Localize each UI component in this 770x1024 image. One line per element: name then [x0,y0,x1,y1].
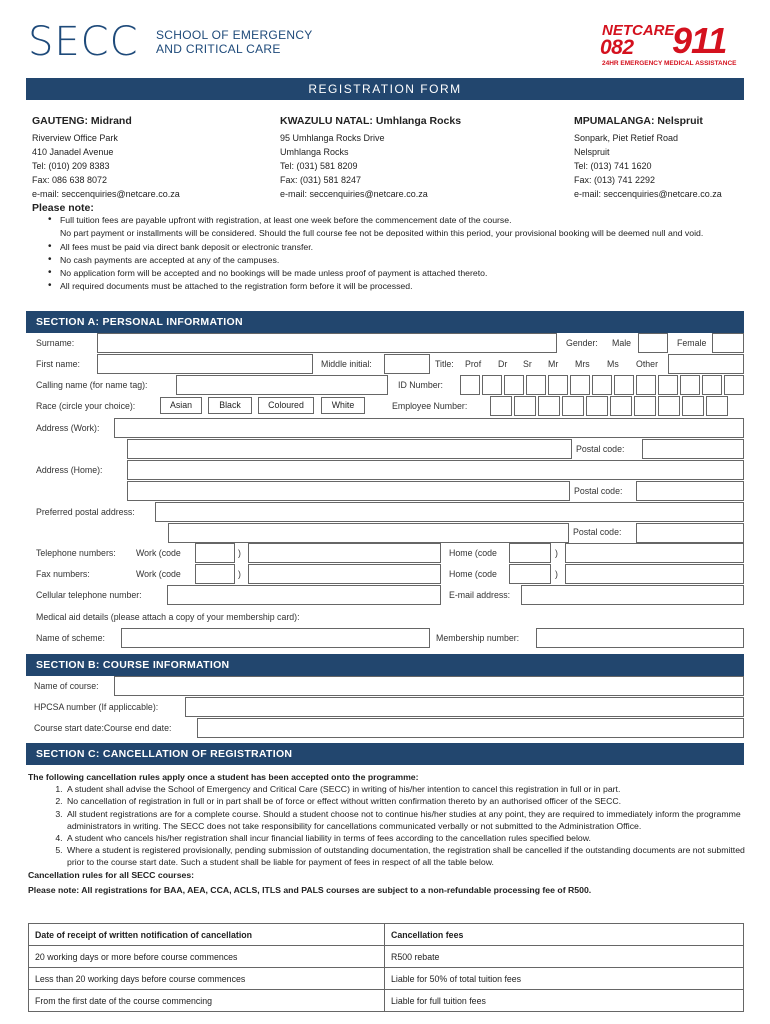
office-line: Sonpark, Piet Retief Road [574,133,679,143]
id-digit-box[interactable] [460,375,480,395]
cancellation-rule: 3. All student registrations are for a complete course. Should a student choose not to continue his/her studies at any point, they are required to immediately inform the programme administrators in writing. The SECC does not take responsibility for cancellations communicated verbally or not submitted to the Administration Office. [65,808,746,832]
race-option-asian[interactable]: Asian [160,397,202,414]
office-line: Tel: (031) 581 8209 [280,161,358,171]
home-code-label: Home (code [449,569,497,579]
home-postal-code-field[interactable] [636,481,744,501]
tel-home-code-field[interactable] [509,543,551,563]
race-option-black[interactable]: Black [208,397,252,414]
fax-home-number-field[interactable] [565,564,744,584]
work-postal-code-field[interactable] [642,439,744,459]
employee-digit-box[interactable] [586,396,608,416]
table-cell: Liable for 50% of total tuition fees [385,968,744,990]
middle-initial-label: Middle initial: [321,359,372,369]
id-digit-box[interactable] [548,375,568,395]
note-item: No part payment or installments will be considered. Should the full course fee not be deposited within this period, your provisional booking will be deemed null and void. [60,228,704,239]
note-item: • All required documents must be attached to the registration form before it will be processed. [48,280,748,293]
employee-digit-box[interactable] [634,396,656,416]
office-title: KWAZULU NATAL: Umhlanga Rocks [280,115,462,127]
calling-name-label: Calling name (for name tag): [36,380,148,390]
id-digit-box[interactable] [526,375,546,395]
table-row [29,946,744,968]
cellular-field[interactable] [167,585,441,605]
netcare-tagline: 24HR EMERGENCY MEDICAL ASSISTANCE [602,60,737,67]
id-digit-box[interactable] [724,375,744,395]
preferred-postal-code-field[interactable] [636,523,744,543]
fax-work-code-field[interactable] [195,564,235,584]
id-digit-box[interactable] [680,375,700,395]
note-item: • No cash payments are accepted at any of the campuses. [48,254,748,267]
id-digit-box[interactable] [636,375,656,395]
table-header-cell: Date of receipt of written notification of cancellation [29,924,385,946]
please-note-list [48,214,748,294]
first-name-label: First name: [36,359,80,369]
medical-aid-label: Medical aid details (please attach a copy of your membership card): [36,612,300,622]
course-dates-field[interactable] [197,718,744,738]
cancellation-intro: The following cancellation rules apply once a student has been accepted onto the programme: [28,772,419,782]
race-label: Race (circle your choice): [36,401,136,411]
cancellation-rule: 2. No cancellation of registration in full or in part shall be of force or effect without written confirmation thereto by an authorised officer of the SECC. [65,795,746,807]
calling-name-field[interactable] [176,375,388,395]
netcare-number: 082 [600,36,634,59]
course-name-label: Name of course: [34,681,99,691]
office-title: GAUTENG: Midrand [32,115,132,127]
cancellation-rule: 4. A student who cancels his/her registration shall incur financial liability in terms of fees according to the cancellation rules specified below. [65,832,746,844]
id-digit-box[interactable] [570,375,590,395]
address-home-line-1[interactable] [127,460,744,480]
logo-sub-line-1: SCHOOL OF EMERGENCY [156,28,313,42]
employee-digit-box[interactable] [706,396,728,416]
postal-code-label: Postal code: [574,486,623,496]
paren-close: ) [238,569,241,579]
gender-female-label: Female [677,338,707,348]
postal-code-label: Postal code: [576,444,625,454]
paren-close: ) [555,569,558,579]
title-option[interactable]: Mr [548,359,559,369]
office-line: Umhlanga Rocks [280,147,349,157]
id-digit-box[interactable] [614,375,634,395]
race-option-coloured[interactable]: Coloured [258,397,314,414]
title-other-field[interactable] [668,354,744,374]
title-option[interactable]: Sr [523,359,532,369]
office-gauteng [32,115,180,201]
gender-female-checkbox[interactable] [712,333,744,353]
cancellation-text [28,771,746,896]
tel-work-code-field[interactable] [195,543,235,563]
office-mpumalanga [574,115,722,201]
tel-work-number-field[interactable] [248,543,441,563]
secc-logo: SECC [28,19,139,65]
hpcsa-field[interactable] [185,697,744,717]
netcare-911-logo [598,22,748,72]
title-option[interactable]: Prof [465,359,482,369]
office-title: MPUMALANGA: Nelspruit [574,115,703,127]
cancellation-rule: 5. Where a student is registered provisionally, pending submission of outstanding documentation, the registration shall be cancelled if the outstanding documents are not submitted prior to the course start date. Such a student shall be liable for payment of fees in respect of all the table below. [65,844,746,868]
cancellation-fees-table [28,923,744,1012]
fax-work-number-field[interactable] [248,564,441,584]
table-header-cell: Cancellation fees [385,924,744,946]
processing-fee-note: Please note: All registrations for BAA, AEA, CCA, ACLS, ITLS and PALS courses are subject to a non-refundable processing fee of R500. [28,884,592,895]
address-work-label: Address (Work): [36,423,100,433]
address-work-line-2[interactable] [127,439,572,459]
office-line: Fax: (013) 741 2292 [574,175,656,185]
cellular-label: Cellular telephone number: [36,590,142,600]
employee-digit-box[interactable] [514,396,536,416]
table-row [29,990,744,1012]
scheme-label: Name of scheme: [36,633,105,643]
email-label: E-mail address: [449,590,511,600]
employee-digit-box[interactable] [538,396,560,416]
title-option[interactable]: Ms [607,359,619,369]
title-option[interactable]: Mrs [575,359,590,369]
race-option-white[interactable]: White [321,397,365,414]
employee-number-label: Employee Number: [392,401,468,411]
office-line: 95 Umhlanga Rocks Drive [280,133,385,143]
note-item: • All fees must be paid via direct bank deposit or electronic transfer. [48,241,748,254]
office-line: Nelspruit [574,147,610,157]
preferred-postal-label: Preferred postal address: [36,507,135,517]
preferred-postal-line-2[interactable] [168,523,569,543]
telephone-label: Telephone numbers: [36,548,116,558]
postal-code-label: Postal code: [573,527,622,537]
office-line: Fax: (031) 581 8247 [280,175,362,185]
preferred-postal-line-1[interactable] [155,502,744,522]
title-label: Title: [435,359,454,369]
hpcsa-label: HPCSA number (If appliccable): [34,702,159,712]
membership-label: Membership number: [436,633,520,643]
gender-male-checkbox[interactable] [638,333,668,353]
gender-label: Gender: [566,338,598,348]
course-name-field[interactable] [114,676,744,696]
table-header-row [29,924,744,946]
home-code-label: Home (code [449,548,497,558]
email-field[interactable] [521,585,744,605]
paren-close: ) [238,548,241,558]
address-home-label: Address (Home): [36,465,103,475]
cancellation-rules-title: Cancellation rules for all SECC courses: [28,869,195,880]
office-line: e-mail: seccenquiries@netcare.co.za [280,189,428,199]
form-title-banner: REGISTRATION FORM [26,78,744,100]
scheme-field[interactable] [121,628,430,648]
middle-initial-field[interactable] [384,354,430,374]
cancellation-rule: 1. A student shall advise the School of Emergency and Critical Care (SECC) in writing of his/her intention to cancel this registration in full or in part. [65,783,746,795]
table-cell: 20 working days or more before course commences [29,946,385,968]
table-cell: From the first date of the course commencing [29,990,385,1012]
surname-field[interactable] [97,333,557,353]
office-line: e-mail: seccenquiries@netcare.co.za [574,189,722,199]
id-number-label: ID Number: [398,380,443,390]
title-option[interactable]: Dr [498,359,508,369]
fax-label: Fax numbers: [36,569,90,579]
address-work-line-1[interactable] [114,418,744,438]
logo-sub-line-2: AND CRITICAL CARE [156,42,281,56]
table-cell: Less than 20 working days before course commences [29,968,385,990]
office-line: Tel: (013) 741 1620 [574,161,652,171]
netcare-911: 911 [672,20,727,61]
office-line: 410 Janadel Avenue [32,147,114,157]
table-row [29,968,744,990]
section-a-header: SECTION A: PERSONAL INFORMATION [26,311,744,333]
employee-digit-box[interactable] [658,396,680,416]
paren-close: ) [555,548,558,558]
first-name-field[interactable] [97,354,313,374]
secc-logo-subtitle [156,28,313,56]
address-home-line-2[interactable] [127,481,570,501]
id-digit-box[interactable] [658,375,678,395]
note-item: • Full tuition fees are payable upfront with registration, at least one week before the commencement date of the course. [48,214,748,227]
title-option[interactable]: Other [636,359,659,369]
employee-digit-box[interactable] [490,396,512,416]
office-line: Riverview Office Park [32,133,118,143]
office-kwazulu-natal [280,115,461,201]
table-cell: Liable for full tuition fees [385,990,744,1012]
id-digit-box[interactable] [702,375,722,395]
membership-field[interactable] [536,628,744,648]
employee-digit-box[interactable] [610,396,632,416]
please-note-title: Please note: [32,202,94,214]
work-code-label: Work (code [136,548,181,558]
office-line: Tel: (010) 209 8383 [32,161,110,171]
surname-label: Surname: [36,338,75,348]
section-b-header: SECTION B: COURSE INFORMATION [26,654,744,676]
gender-male-label: Male [612,338,632,348]
table-cell: R500 rebate [385,946,744,968]
section-c-header: SECTION C: CANCELLATION OF REGISTRATION [26,743,744,765]
netcare-wordmark: NETCARE [602,22,675,39]
office-line: Fax: 086 638 8072 [32,175,108,185]
tel-home-number-field[interactable] [565,543,744,563]
work-code-label: Work (code [136,569,181,579]
employee-digit-box[interactable] [682,396,704,416]
id-digit-box[interactable] [504,375,524,395]
course-dates-label: Course start date:Course end date: [34,723,172,733]
id-digit-box[interactable] [592,375,612,395]
office-line: e-mail: seccenquiries@netcare.co.za [32,189,180,199]
id-digit-box[interactable] [482,375,502,395]
employee-digit-box[interactable] [562,396,584,416]
fax-home-code-field[interactable] [509,564,551,584]
note-item: • No application form will be accepted and no bookings will be made unless proof of payment is attached thereto. [48,267,748,280]
cancellation-rules [28,783,746,868]
